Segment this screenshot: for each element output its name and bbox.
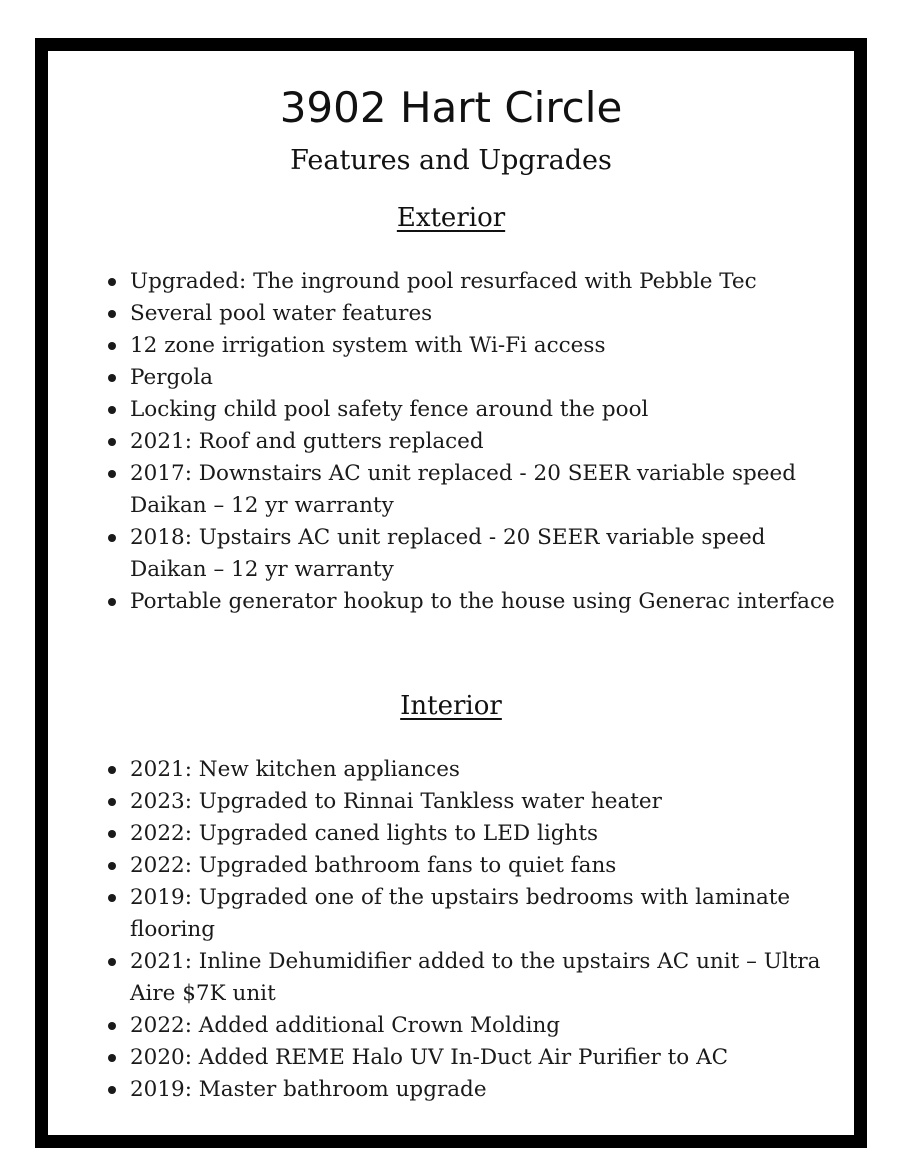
list-item — [130, 298, 842, 330]
list-item-text: 2021: Roof and gutters replaced — [130, 429, 484, 454]
list-item — [130, 458, 842, 522]
list-item-text: Portable generator hookup to the house using Generac interface — [130, 589, 835, 614]
list-item — [130, 362, 842, 394]
bullet-icon — [108, 598, 116, 606]
list-item — [130, 850, 842, 882]
bullet-icon — [108, 406, 116, 414]
list-item-text: 12 zone irrigation system with Wi-Fi access — [130, 333, 606, 358]
list-item — [130, 1074, 842, 1106]
bullet-icon — [108, 862, 116, 870]
bullet-icon — [108, 310, 116, 318]
list-item-text: 2017: Downstairs AC unit replaced - 20 SEER variable speed Daikan – 12 yr warranty — [130, 461, 796, 518]
interior-feature-list — [130, 754, 842, 1106]
list-item — [130, 330, 842, 362]
bullet-icon — [108, 1086, 116, 1094]
page-title: 3902 Hart Circle — [279, 83, 623, 132]
list-item-text: Upgraded: The inground pool resurfaced with Pebble Tec — [130, 269, 757, 294]
bullet-icon — [108, 278, 116, 286]
list-item-text: Several pool water features — [130, 301, 433, 326]
exterior-feature-list — [130, 266, 842, 618]
exterior-heading: Exterior — [396, 203, 506, 233]
list-item — [130, 818, 842, 850]
bullet-icon — [108, 342, 116, 350]
bullet-icon — [108, 534, 116, 542]
list-item — [130, 946, 842, 1010]
list-item-text: 2020: Added REME Halo UV In-Duct Air Purifier to AC — [130, 1045, 729, 1070]
list-item — [130, 754, 842, 786]
list-item — [130, 786, 842, 818]
list-item — [130, 882, 842, 946]
list-item-text: 2019: Upgraded one of the upstairs bedrooms with laminate flooring — [130, 885, 791, 942]
list-item-text: 2021: New kitchen appliances — [130, 757, 460, 782]
bullet-icon — [108, 1022, 116, 1030]
list-item-text: 2018: Upstairs AC unit replaced - 20 SEER variable speed Daikan – 12 yr warranty — [130, 525, 766, 582]
interior-heading: Interior — [400, 691, 502, 721]
list-item — [130, 522, 842, 586]
list-item-text: 2022: Upgraded caned lights to LED lights — [130, 821, 599, 846]
bullet-icon — [108, 798, 116, 806]
bullet-icon — [108, 374, 116, 382]
list-item-text: Locking child pool safety fence around the pool — [130, 397, 649, 422]
list-item-text: Pergola — [130, 365, 213, 390]
list-item — [130, 1042, 842, 1074]
bullet-icon — [108, 438, 116, 446]
list-item-text: 2022: Upgraded bathroom fans to quiet fans — [130, 853, 617, 878]
bullet-icon — [108, 958, 116, 966]
list-item — [130, 586, 842, 618]
bullet-icon — [108, 470, 116, 478]
document-frame — [35, 38, 867, 1148]
list-item-text: 2021: Inline Dehumidifier added to the upstairs AC unit – Ultra Aire $7K unit — [130, 949, 821, 1006]
list-item — [130, 266, 842, 298]
bullet-icon — [108, 830, 116, 838]
bullet-icon — [108, 766, 116, 774]
bullet-icon — [108, 1054, 116, 1062]
bullet-icon — [108, 894, 116, 902]
list-item — [130, 1010, 842, 1042]
list-item-text: 2022: Added additional Crown Molding — [130, 1013, 561, 1038]
list-item-text: 2019: Master bathroom upgrade — [130, 1077, 487, 1102]
list-item-text: 2023: Upgraded to Rinnai Tankless water heater — [130, 789, 662, 814]
list-item — [130, 426, 842, 458]
list-item — [130, 394, 842, 426]
page-subtitle: Features and Upgrades — [290, 145, 612, 176]
